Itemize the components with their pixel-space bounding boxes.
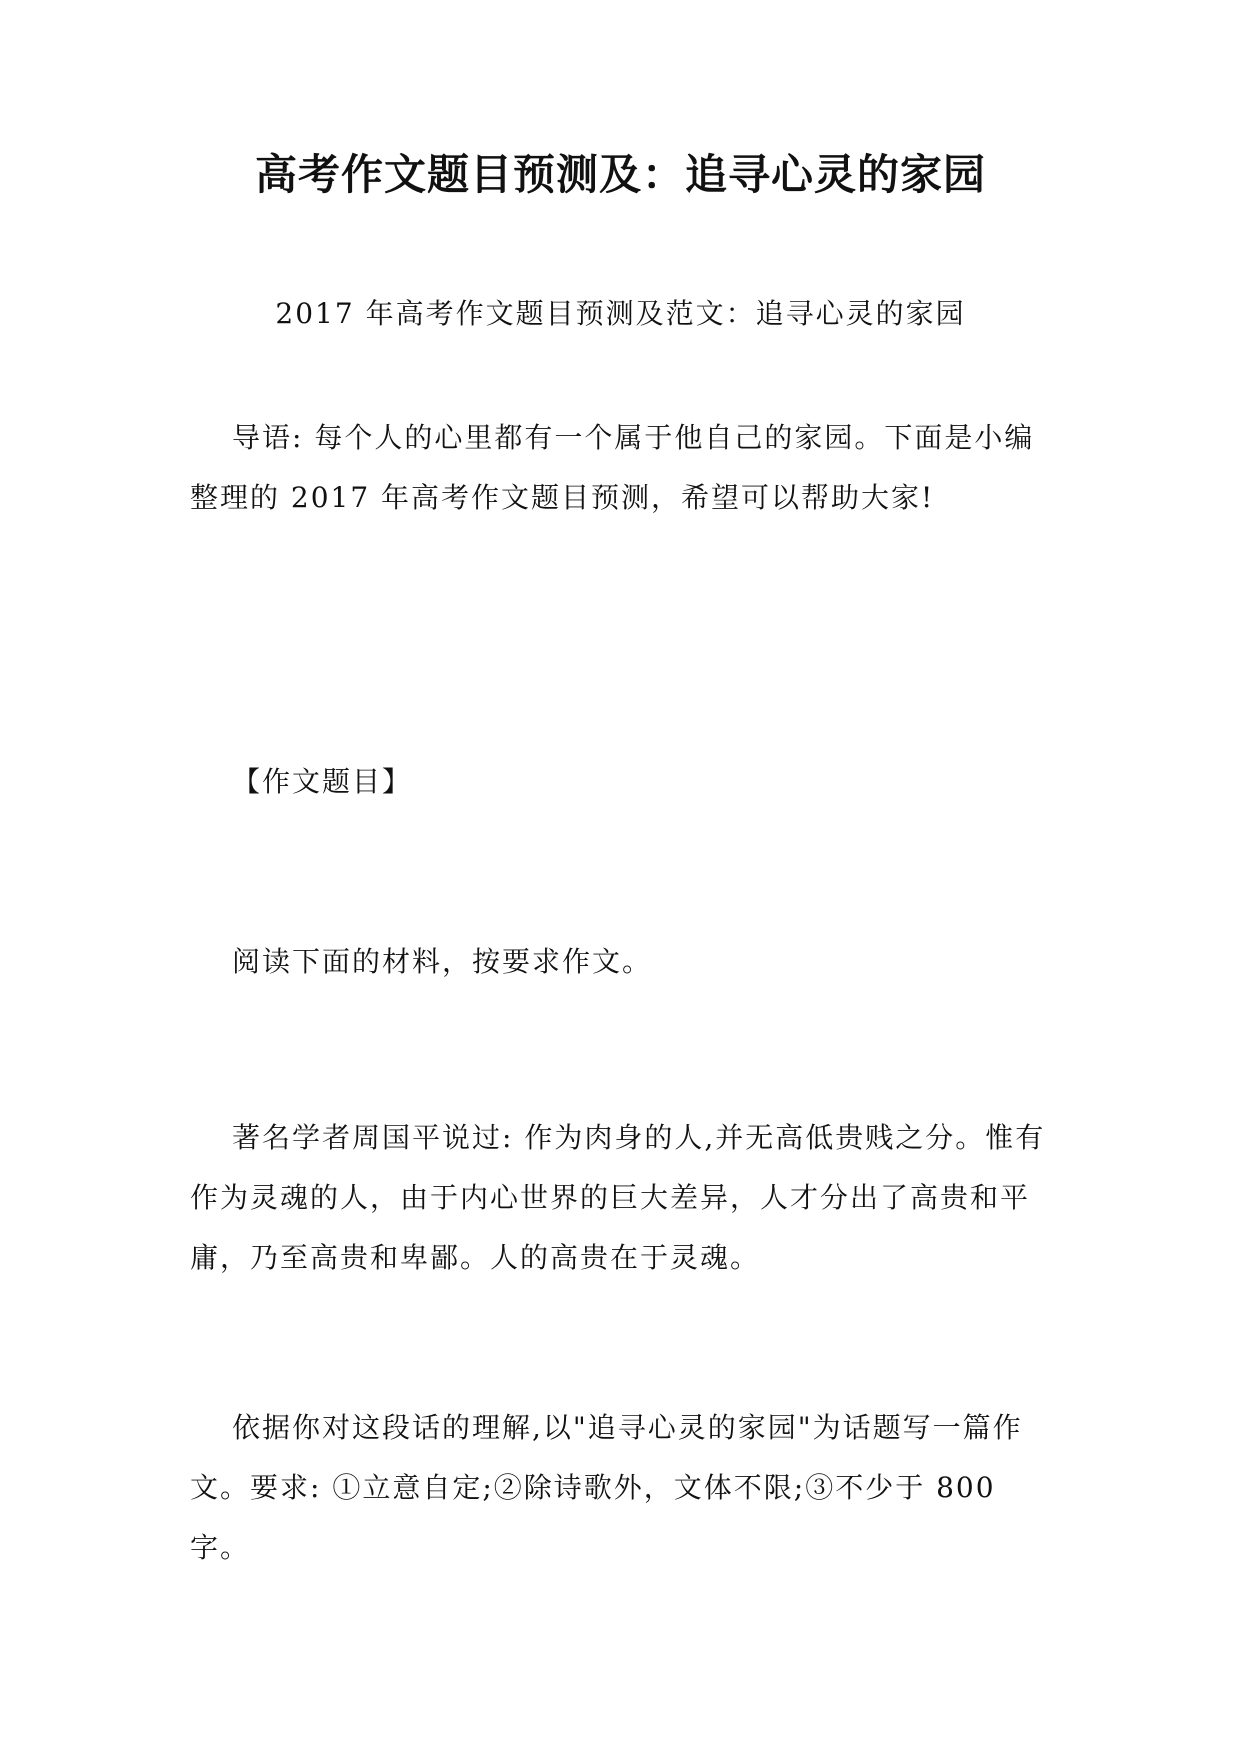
page-subtitle: 2017 年高考作文题目预测及范文：追寻心灵的家园: [275, 297, 966, 330]
quote-paragraph: 著名学者周国平说过: 作为肉身的人,并无高低贵贱之分。惟有作为灵魂的人，由于内心世界的巨大差异，人才分出了高贵和平庸，乃至高贵和卑鄙。人的高贵在于灵魂。: [190, 1121, 1046, 1274]
instruction-paragraph: 阅读下面的材料，按要求作文。: [232, 945, 653, 978]
task-paragraph: 依据你对这段话的理解,以"追寻心灵的家园"为话题写一篇作文。要求: ①立意自定;②除诗歌外，文体不限;③不少于 800 字。: [190, 1411, 1023, 1564]
intro-paragraph: 导语: 每个人的心里都有一个属于他自己的家园。下面是小编整理的 2017 年高考作文题目预测，希望可以帮助大家!: [190, 421, 1035, 514]
page-title: 高考作文题目预测及：追寻心灵的家园: [254, 150, 986, 199]
section-heading: 【作文题目】: [232, 765, 413, 798]
